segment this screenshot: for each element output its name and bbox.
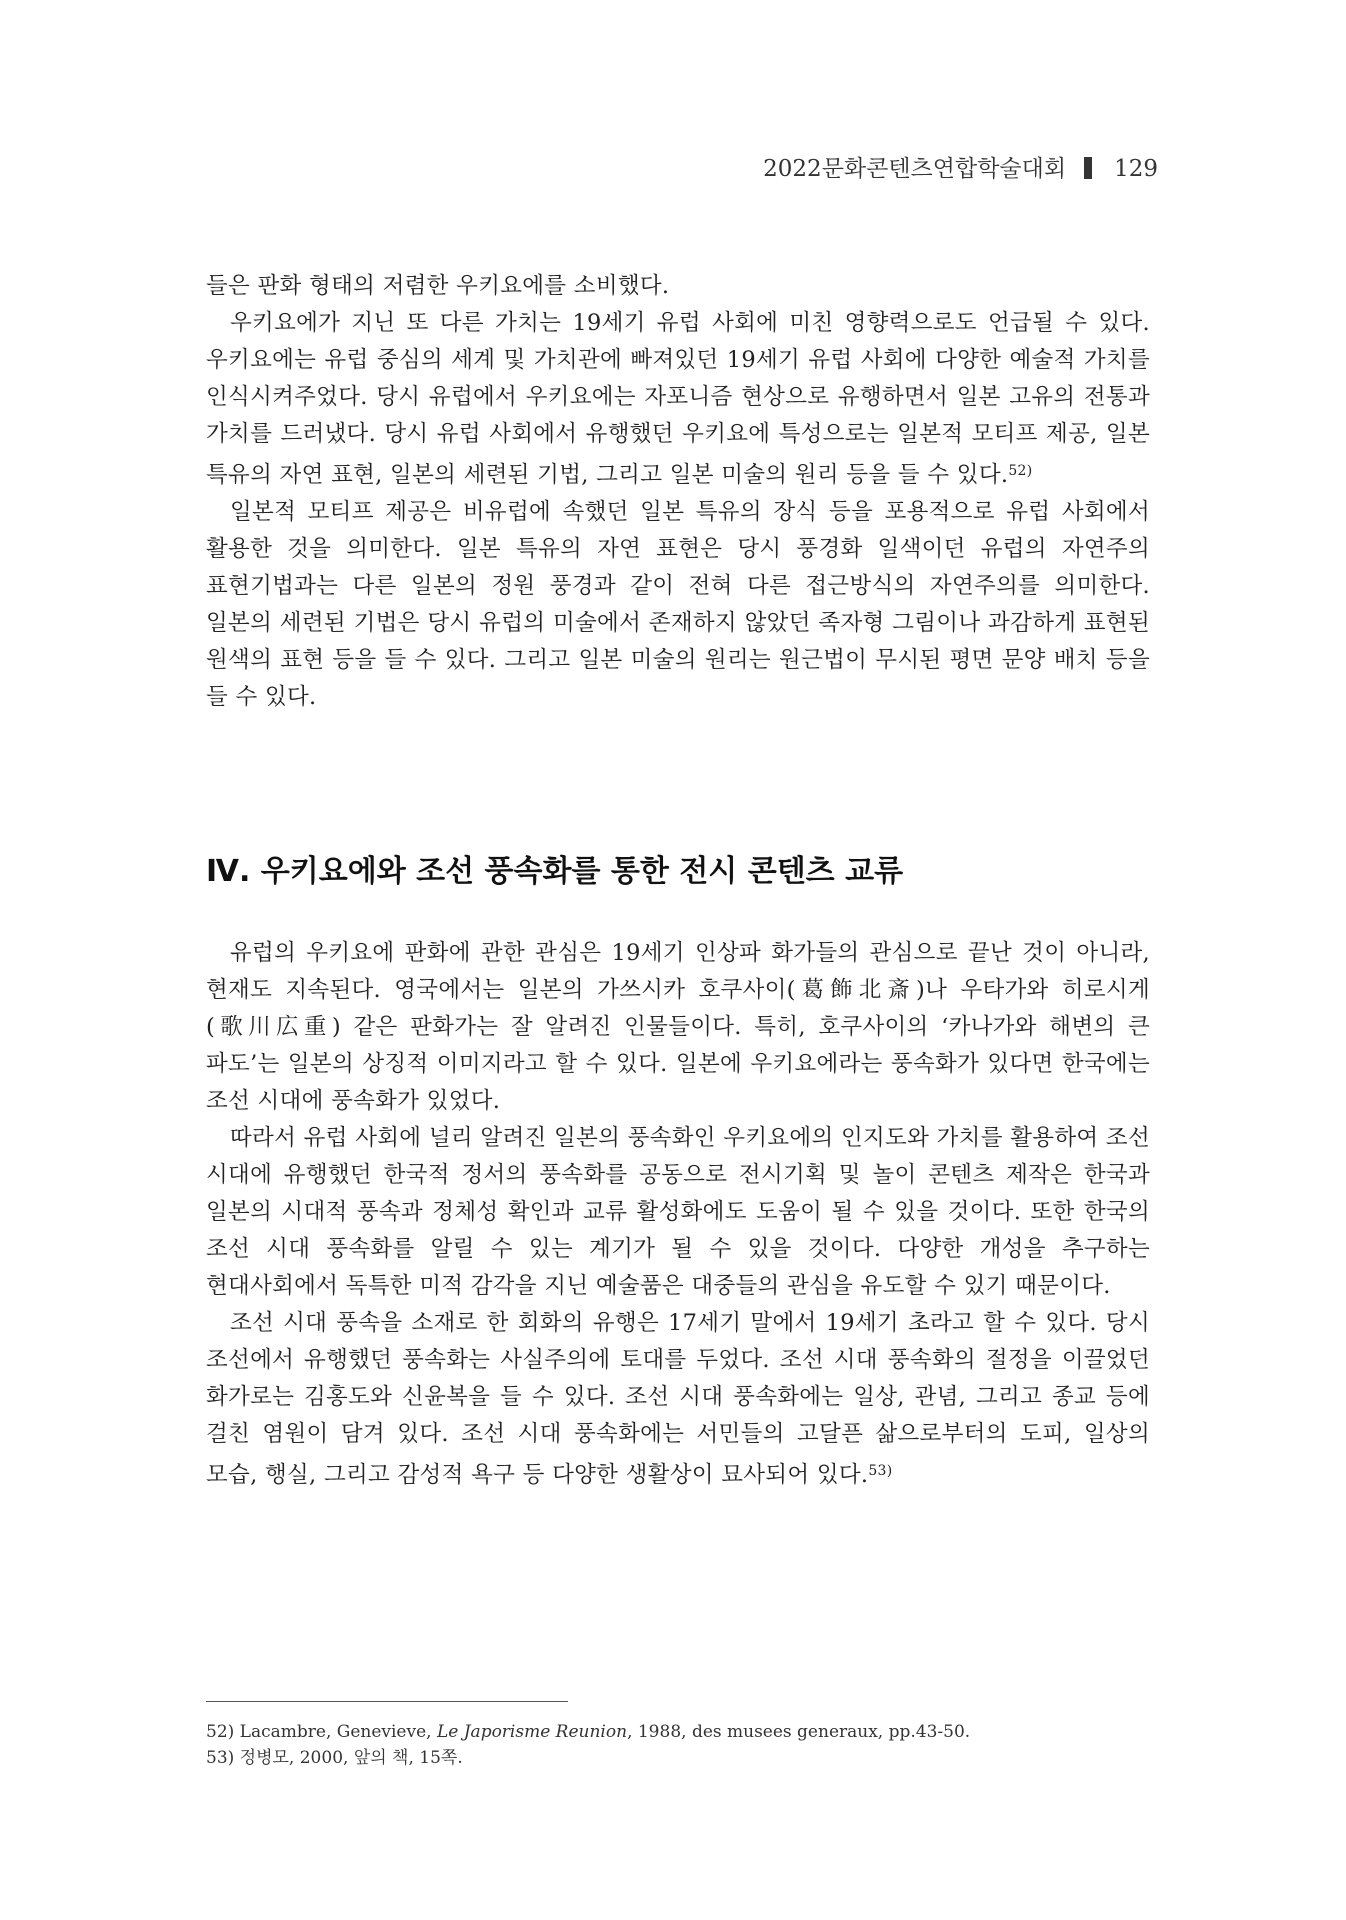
section-heading: Ⅳ. 우키요에와 조선 풍속화를 통한 전시 콘텐츠 교류	[206, 854, 904, 889]
footnote-ref-52: 52)	[1008, 463, 1033, 479]
paragraph-continuation: 들은 판화 형태의 저렴한 우키요에를 소비했다.	[206, 273, 670, 299]
paragraph	[206, 1305, 1150, 1494]
footnote-52	[206, 1719, 1150, 1745]
paragraph	[206, 305, 1150, 494]
header-separator	[1084, 157, 1092, 179]
footnote-divider	[206, 1701, 568, 1702]
paragraph-text: 조선 시대 풍속을 소재로 한 회화의 유행은 17세기 말에서 19세기 초라고 할 수 있다. 당시 조선에서 유행했던 풍속화는 사실주의에 토대를 두었다. 조선 시대 풍속화의 절정을 이끌었던 화가로는 김홍도와 신윤복을 들 수 있다. 조선 시대 풍속화에는 일상, 관념, 그리고 종교 등에 걸친 염원이 담겨 있다. 조선 시대 풍속화에는 서민들의 고달픈 삶으로부터의 도피, 일상의 모습, 행실, 그리고 감성적 욕구 등 다양한 생활상이 묘사되어 있다.	[206, 1310, 1150, 1488]
running-title: 2022문화콘텐츠연합학술대회	[763, 156, 1067, 182]
footnote-52-title: Le Japorisme Reunion	[436, 1722, 628, 1742]
section-2-body	[206, 935, 1150, 1494]
footnote-ref-53: 53)	[868, 1463, 893, 1479]
section-1-body	[206, 268, 1150, 716]
paragraph: 유럽의 우키요에 판화에 관한 관심은 19세기 인상파 화가들의 관심으로 끝난 것이 아니라, 현재도 지속된다. 영국에서는 일본의 가쓰시카 호쿠사이(葛飾北斎)나 우타가와 히로시게(歌川広重) 같은 판화가는 잘 알려진 인물들이다. 특히, 호쿠사이의 ‘카나가와 해변의 큰 파도’는 일본의 상징적 이미지라고 할 수 있다. 일본에 우키요에라는 풍속화가 있다면 한국에는 조선 시대에 풍속화가 있었다.	[206, 940, 1150, 1114]
footnotes	[206, 1719, 1150, 1771]
footnote-52-authors: 52) Lacambre, Genevieve,	[206, 1722, 437, 1742]
page-number: 129	[1114, 156, 1158, 182]
page-header	[763, 150, 1158, 183]
footnote-52-details: , 1988, des musees generaux, pp.43-50.	[627, 1722, 971, 1742]
paragraph-text: 우키요에가 지닌 또 다른 가치는 19세기 유럽 사회에 미친 영향력으로도 언급될 수 있다. 우키요에는 유럽 중심의 세계 및 가치관에 빠져있던 19세기 유럽 사회에 다양한 예술적 가치를 인식시켜주었다. 당시 유럽에서 우키요에는 자포니즘 현상으로 유행하면서 일본 고유의 전통과 가치를 드러냈다. 당시 유럽 사회에서 유행했던 우키요에 특성으로는 일본적 모티프 제공, 일본 특유의 자연 표현, 일본의 세련된 기법, 그리고 일본 미술의 원리 등을 들 수 있다.	[206, 310, 1150, 488]
footnote-53: 53) 정병모, 2000, 앞의 책, 15쪽.	[206, 1748, 463, 1768]
paragraph: 따라서 유럽 사회에 널리 알려진 일본의 풍속화인 우키요에의 인지도와 가치를 활용하여 조선 시대에 유행했던 한국적 정서의 풍속화를 공동으로 전시기획 및 놀이 콘텐츠 제작은 한국과 일본의 시대적 풍속과 정체성 확인과 교류 활성화에도 도움이 될 수 있을 것이다. 또한 한국의 조선 시대 풍속화를 알릴 수 있는 계기가 될 수 있을 것이다. 다양한 개성을 추구하는 현대사회에서 독특한 미적 감각을 지닌 예술품은 대중들의 관심을 유도할 수 있기 때문이다.	[206, 1125, 1150, 1299]
paragraph: 일본적 모티프 제공은 비유럽에 속했던 일본 특유의 장식 등을 포용적으로 유럽 사회에서 활용한 것을 의미한다. 일본 특유의 자연 표현은 당시 풍경화 일색이던 유럽의 자연주의 표현기법과는 다른 일본의 정원 풍경과 같이 전혀 다른 접근방식의 자연주의를 의미한다. 일본의 세련된 기법은 당시 유럽의 미술에서 존재하지 않았던 족자형 그림이나 과감하게 표현된 원색의 표현 등을 들 수 있다. 그리고 일본 미술의 원리는 원근법이 무시된 평면 문양 배치 등을 들 수 있다.	[206, 499, 1150, 710]
